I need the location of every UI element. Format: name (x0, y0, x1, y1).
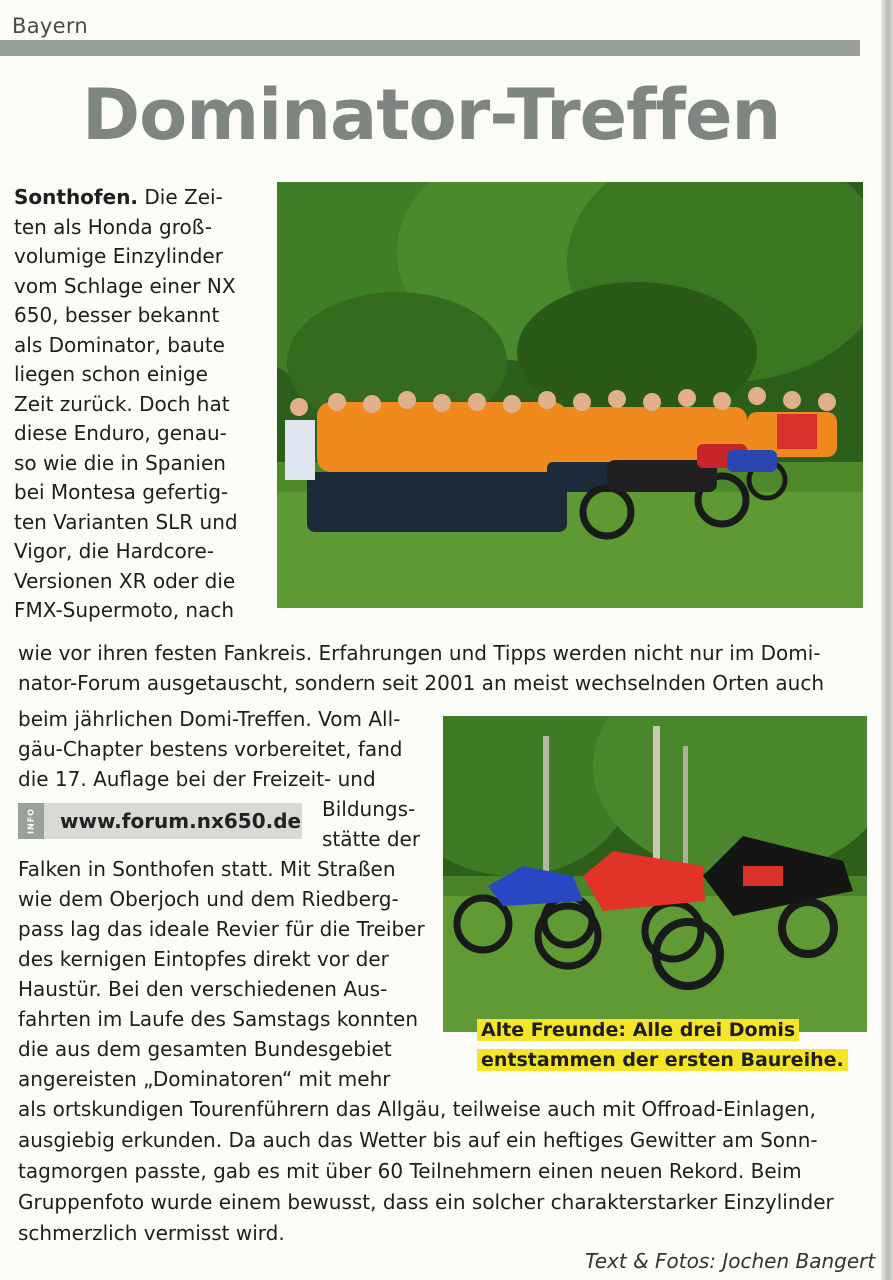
intro-line: vom Schlage einer NX (14, 273, 236, 298)
body-line: Bildungs- (322, 797, 416, 821)
intro-line: Vigor, die Hardcore- (14, 539, 214, 563)
body-line: schmerzlich vermisst wird. (18, 1221, 285, 1245)
page-edge (881, 0, 893, 1280)
motorcycles-photo (443, 716, 867, 1032)
caption-line (477, 1016, 799, 1044)
body-line: des kernigen Eintopfes direkt vor der (18, 947, 389, 971)
intro-line (14, 184, 223, 210)
caption-text: entstammen der ersten Baureihe. (477, 1049, 848, 1071)
body-line: wie dem Oberjoch und dem Riedberg- (18, 887, 399, 911)
caption-line (477, 1046, 848, 1074)
body-line: beim jährlichen Domi-Treffen. Vom All- (18, 707, 401, 731)
intro-line: liegen schon einige (14, 362, 208, 386)
body-line: stätte der (322, 827, 421, 851)
info-tag (18, 803, 44, 839)
body-line: nator-Forum ausgetauscht, sondern seit 2001 an meist wechselnden Orten auch (18, 671, 825, 695)
intro-line: Zeit zurück. Doch hat (14, 391, 230, 416)
headline: Dominator-Treffen (82, 74, 781, 156)
intro-line-text: Die Zei- (138, 185, 223, 209)
body-line: die aus dem gesamten Bundesgebiet (18, 1037, 392, 1061)
group-photo (277, 182, 863, 608)
photo-credit: Text & Fotos: Jochen Bangert (585, 1249, 876, 1273)
info-box (18, 803, 302, 839)
intro-line: FMX-Supermoto, nach (14, 598, 235, 622)
body-line: Falken in Sonthofen statt. Mit Straßen (18, 857, 396, 881)
body-line: pass lag das ideale Revier für die Treiber (18, 917, 425, 941)
body-line: tagmorgen passte, gab es mit über 60 Teilnehmern einen neuen Rekord. Beim (18, 1159, 802, 1183)
info-tag-label: INFO (26, 808, 36, 834)
intro-line: so wie die in Spanien (14, 450, 226, 475)
section-rule (0, 40, 860, 56)
body-line: gäu-Chapter bestens vorbereitet, fand (18, 737, 403, 761)
intro-line: diese Enduro, genau- (14, 421, 227, 445)
intro-line: ten Varianten SLR und (14, 509, 238, 534)
body-line: die 17. Auflage bei der Freizeit- und (18, 767, 376, 791)
dateline: Sonthofen. (14, 185, 139, 209)
info-link[interactable]: www.forum.nx650.de (60, 809, 302, 833)
body-line: Haustür. Bei den verschiedenen Aus- (18, 977, 388, 1001)
intro-line: ten als Honda groß- (14, 214, 212, 239)
body-line: angereisten „Dominatoren“ mit mehr (18, 1067, 391, 1091)
intro-line: Versionen XR oder die (14, 568, 236, 593)
body-line: als ortskundigen Tourenführern das Allgäu, teilweise auch mit Offroad-Einlagen, (18, 1097, 816, 1121)
body-line: Gruppenfoto wurde einem bewusst, dass ein solcher charakterstarker Einzylinder (18, 1190, 834, 1214)
intro-line: bei Montesa gefertig- (14, 480, 229, 504)
caption-text: Alte Freunde: Alle drei Domis (477, 1019, 799, 1041)
body-line: wie vor ihren festen Fankreis. Erfahrungen und Tipps werden nicht nur im Domi- (18, 641, 821, 665)
intro-line: 650, besser bekannt (14, 303, 220, 327)
body-line: ausgiebig erkunden. Da auch das Wetter bis auf ein heftiges Gewitter am Sonn- (18, 1128, 818, 1152)
intro-line: als Dominator, baute (14, 332, 225, 357)
intro-line: volumige Einzylinder (14, 244, 223, 268)
body-line: fahrten im Laufe des Samstags konnten (18, 1007, 419, 1031)
section-label: Bayern (12, 14, 88, 38)
